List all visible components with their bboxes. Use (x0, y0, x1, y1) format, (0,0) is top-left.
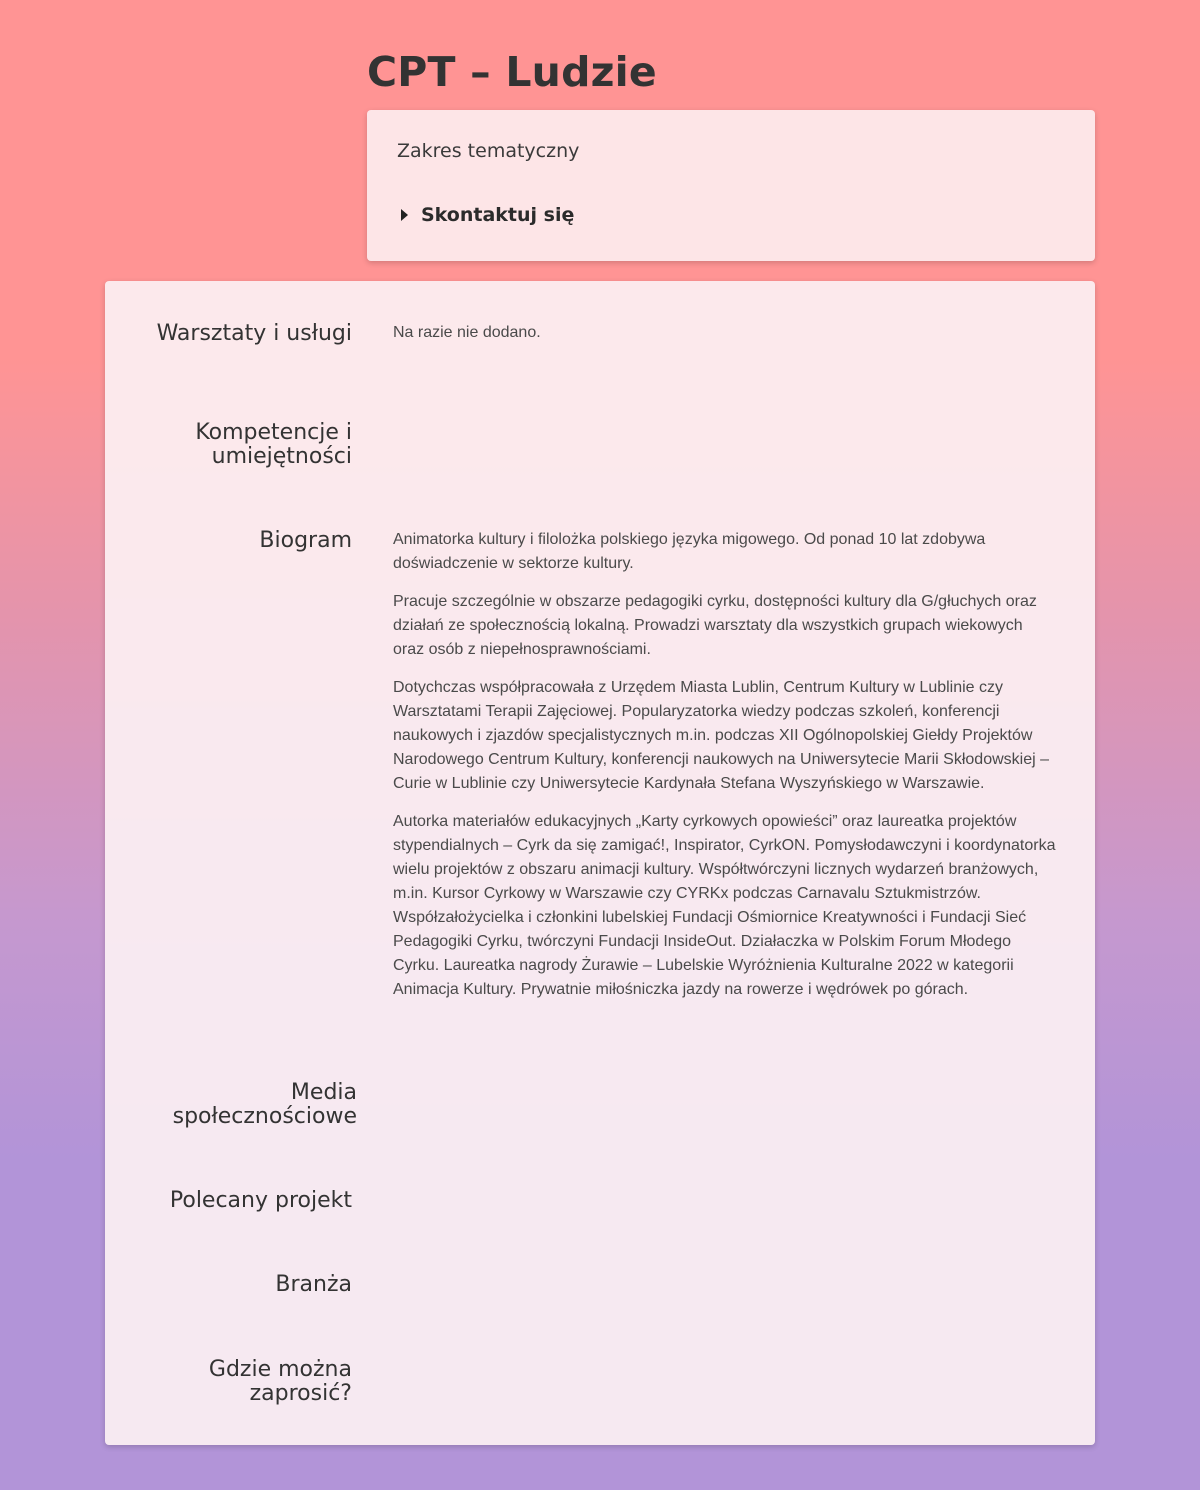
biogram-content (393, 528, 1057, 1016)
competences-label-line2: umiejętności (211, 444, 352, 469)
recommended-project-label: Polecany projekt (169, 1188, 352, 1213)
industry-label: Branża (275, 1272, 352, 1297)
social-media-label-line1: Media (290, 1080, 357, 1105)
invite-where-label (112, 1358, 352, 1406)
social-media-label (117, 1081, 357, 1129)
invite-where-label-line1: Gdzie można (208, 1357, 352, 1382)
biogram-paragraph: Animatorka kultury i filolożka polskiego języka migowego. Od ponad 10 lat zdobywa doświadczenie w sektorze kultury. (393, 531, 986, 572)
competences-label (112, 421, 352, 469)
contact-label: Skontaktuj się (421, 204, 575, 226)
social-media-label-line2: społecznościowe (172, 1104, 357, 1129)
page-title: CPT – Ludzie (367, 48, 657, 96)
biogram-paragraph: Pracuje szczególnie w obszarze pedagogiki cyrku, dostępności kultury dla G/głuchych oraz działań ze społecznością lokalną. Prowadzi warsztaty dla wszystkich grupach wiekowych oraz osób z niepełnosprawnościami. (393, 593, 1037, 658)
workshops-content: Na razie nie dodano. (393, 324, 541, 341)
workshops-label: Warsztaty i usługi (156, 321, 352, 346)
header-card (367, 110, 1095, 261)
biogram-paragraph: Dotychczas współpracowała z Urzędem Miasta Lublin, Centrum Kultury w Lublinie czy Warsztatami Terapii Zajęciowej. Popularyzatorka wiedzy podczas szkoleń, konferencji naukowych i zjazdów specjalistycznych m.in. podczas XII Ogólnopolskiej Giełdy Projektów Narodowego Centrum Kultury, konferencji naukowych na Uniwersytecie Marii Skłodowskiej – Curie w Lublinie czy Uniwersytecie Kardynała Stefana Wyszyńskiego w Warszawie. (393, 679, 1049, 792)
competences-label-line1: Kompetencje i (195, 420, 352, 445)
invite-where-label-line2: zaprosić? (249, 1381, 352, 1406)
biogram-label: Biogram (259, 528, 352, 553)
profile-details-card (105, 281, 1095, 1445)
caret-right-icon (401, 209, 408, 221)
contact-toggle[interactable] (401, 202, 574, 228)
scope-label: Zakres tematyczny (397, 140, 580, 162)
biogram-paragraph: Autorka materiałów edukacyjnych „Karty cyrkowych opowieści” oraz laureatka projektów stypendialnych – Cyrk da się zamigać!, Inspirator, CyrkON. Pomysłodawczyni i koordynatorka wielu projektów z obszaru animacji kultury. Współtwórczyni licznych wydarzeń branżowych, m.in. Kursor Cyrkowy w Warszawie czy CYRKx podczas Carnavalu Sztukmistrzów. Współzałożycielka i członkini lubelskiej Fundacji Ośmiornice Kreatywności i Fundacji Sieć Pedagogiki Cyrku, twórczyni Fundacji InsideOut. Działaczka w Polskim Forum Młodego Cyrku. Laureatka nagrody Żurawie – Lubelskie Wyróżnienia Kulturalne 2022 w kategorii Animacja Kultury. Prywatnie miłośniczka jazdy na rowerze i wędrówek po górach. (393, 813, 1056, 998)
